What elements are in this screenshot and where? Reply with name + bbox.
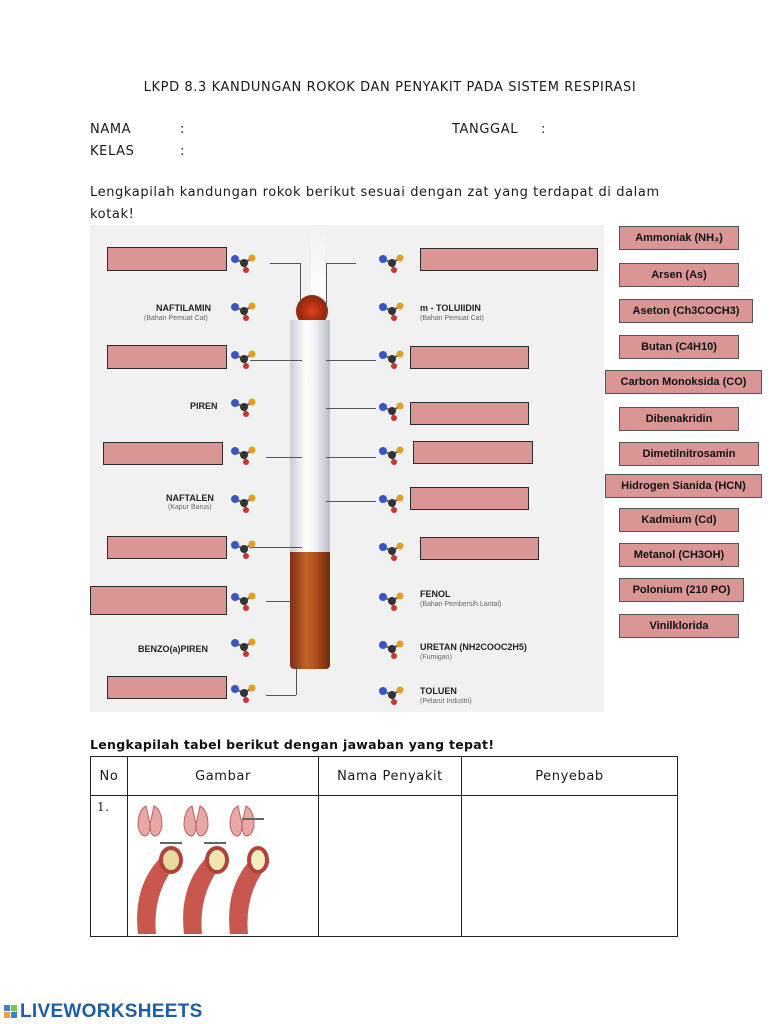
header-gambar: Gambar [128,757,319,796]
answer-dropzone[interactable] [410,487,529,510]
kelas-label: KELAS [90,144,135,159]
nama-label: NAMA [90,122,132,137]
molecule-icon [378,541,404,561]
answer-dropzone[interactable] [103,442,223,465]
molecule-icon [230,493,256,513]
nama-penyakit-cell[interactable] [319,796,462,937]
answer-chip[interactable]: Vinilklorida [619,614,739,638]
answer-chip[interactable]: Dimetilnitrosamin [619,442,759,466]
molecule-icon [378,493,404,513]
label-naftilamin-sub: (Bahan Pemuat Cat) [144,315,208,322]
answer-chip[interactable]: Arsen (As) [619,263,739,287]
answer-chip[interactable]: Carbon Monoksida (CO) [605,370,762,394]
penyebab-cell[interactable] [462,796,678,937]
molecule-icon [378,349,404,369]
molecule-icon [378,253,404,273]
molecule-icon [378,401,404,421]
cigarette-figure [90,225,604,712]
answer-chip[interactable]: Polonium (210 PO) [619,578,744,602]
table-instruction: Lengkapilah tabel berikut dengan jawaban yang tepat! [90,737,495,752]
molecule-icon [230,349,256,369]
label-toluidin: m - TOLUIIDIN [420,303,481,313]
label-toluidin-sub: (Bahan Pemuat Cat) [420,315,484,322]
tanggal-label: TANGGAL [452,122,519,137]
answer-chip[interactable]: Hidrogen Sianida (HCN) [605,474,762,498]
answer-chip[interactable]: Ammoniak (NH₃) [619,226,739,250]
answer-dropzone[interactable] [410,346,529,369]
answer-chip[interactable]: Butan (C4H10) [619,335,739,359]
answer-dropzone[interactable] [107,536,227,559]
molecule-icon [378,685,404,705]
worksheet-title: LKPD 8.3 KANDUNGAN ROKOK DAN PENYAKIT PADA SISTEM RESPIRASI [143,80,637,95]
answer-dropzone[interactable] [420,248,598,271]
answer-dropzone[interactable] [420,537,539,560]
label-uretan-sub: (Fumigan) [420,654,452,661]
answer-dropzone[interactable] [410,402,529,425]
answer-chip[interactable]: Metanol (CH3OH) [619,543,739,567]
brand-name: LIVEWORKSHEETS [20,1001,203,1022]
cigarette-filter [290,552,330,669]
answer-chip[interactable]: Kadmium (Cd) [619,508,739,532]
table-header-row [91,757,678,796]
header-no: No [91,757,128,796]
label-fenol: FENOL [420,589,451,599]
molecule-icon [378,301,404,321]
label-piren: PIREN [190,401,218,411]
molecule-icon [378,639,404,659]
label-uretan: URETAN (NH2COOC2H5) [420,642,527,652]
label-toluen: TOLUEN [420,686,457,696]
molecule-icon [230,637,256,657]
label-benzopiren: BENZO(a)PIREN [138,644,209,654]
cigarette-paper [290,320,330,552]
instruction-line-1: Lengkapilah kandungan rokok berikut sesuai dengan zat yang terdapat di dalam [90,185,660,200]
molecule-icon [230,397,256,417]
answer-table [90,756,678,937]
label-naftalen: NAFTALEN [166,493,214,503]
molecule-icon [378,591,404,611]
answer-dropzone[interactable] [107,247,227,271]
molecule-icon [230,301,256,321]
nama-colon: : [180,122,185,137]
bronchi-illustration [130,798,270,934]
molecule-icon [230,253,256,273]
answer-dropzone[interactable] [107,345,227,369]
label-naftalen-sub: (Kapur Barus) [168,504,212,511]
answer-dropzone[interactable] [413,441,533,464]
row-image-cell [128,796,319,937]
instruction-line-2: kotak! [90,207,135,222]
table-row [91,796,678,937]
molecule-icon [230,591,256,611]
molecule-icon [230,683,256,703]
row-number: 1. [91,796,128,937]
answer-dropzone[interactable] [90,586,227,615]
label-fenol-sub: (Bahan Pembersih Lantai) [420,601,502,608]
molecule-icon [230,445,256,465]
header-nama-penyakit: Nama Penyakit [319,757,462,796]
answer-chip[interactable]: Aseton (Ch3COCH3) [619,299,753,323]
molecule-icon [230,539,256,559]
header-penyebab: Penyebab [462,757,678,796]
kelas-colon: : [180,144,185,159]
smoke [311,225,325,300]
answer-chip[interactable]: Dibenakridin [619,407,739,431]
answer-dropzone[interactable] [107,676,227,699]
molecule-icon [378,445,404,465]
brand-grid-icon [4,1005,18,1019]
label-toluen-sub: (Pelarut Industri) [420,698,472,705]
liveworksheets-logo [4,1000,234,1024]
tanggal-colon: : [541,122,546,137]
label-naftilamin: NAFTILAMIN [156,303,211,313]
